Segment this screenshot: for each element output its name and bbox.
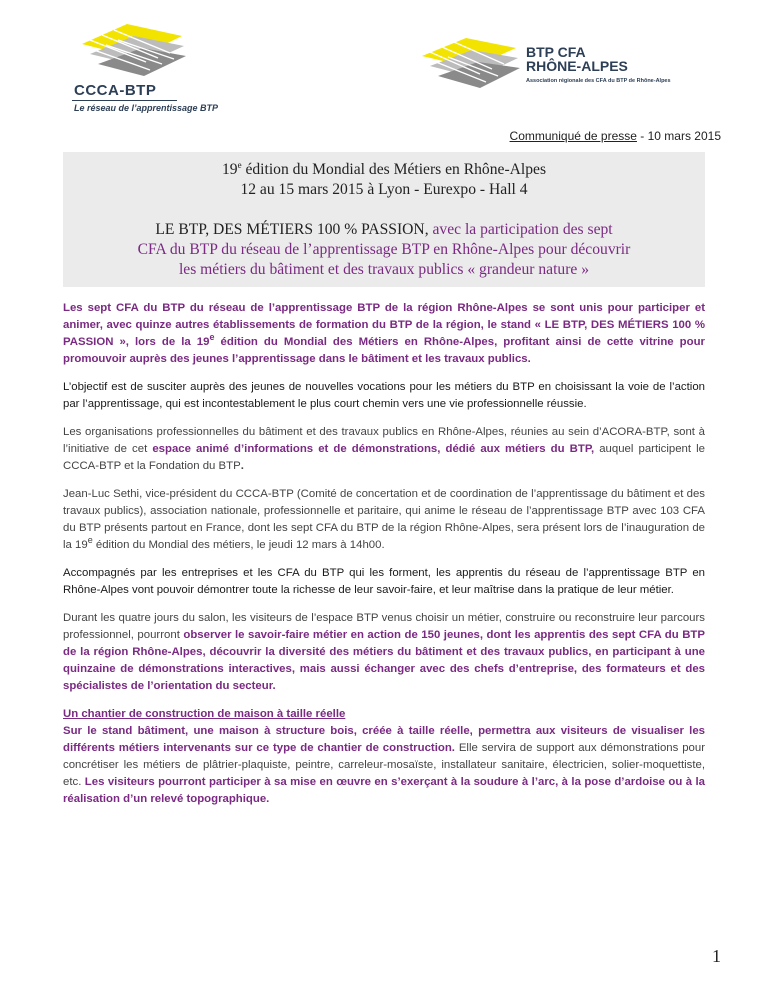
p2-text-a: Les organisations professionnelles du bâtiment et des travaux publics en Rhône-Alpes, réunies au sein d’ACORA-BTP, sont à l’initiative de cet bbox=[63, 426, 705, 455]
p5-text-a: Durant les quatre jours du salon, les visiteurs de l’espace BTP venus choisir un métier, construire ou reconstruire leur parcours professionnel, pourront bbox=[63, 612, 705, 641]
p6-text-a: Sur le stand bâtiment, une maison à structure bois, créée à taille réelle, permettra aux visiteurs de visualiser les différents métiers intervenants sur ce type de chantier de construction. bbox=[63, 725, 705, 754]
press-release-line bbox=[510, 129, 721, 143]
btp-cfa-logo-name: BTP CFA bbox=[526, 44, 586, 60]
banner-edition-sup: e bbox=[237, 159, 242, 170]
paragraph-salon bbox=[63, 610, 705, 695]
press-release-label: Communiqué de presse bbox=[509, 129, 637, 143]
p6-text-c: Les visiteurs pourront participer à sa mise en œuvre en s’exerçant à la soudure à l’arc, à la pose d’ardoise ou à la réalisation d’un relevé topographique. bbox=[63, 776, 705, 805]
banner-edition-text: édition du Mondial des Métiers en Rhône-Alpes bbox=[241, 161, 547, 178]
p5-text-b: observer le savoir-faire métier en action de 150 jeunes, dont les apprentis des sept CFA du BTP de la région Rhône-Alpes, découvrir la diversité des métiers du bâtiment et des travaux publics, en participant à une quinzaine de démonstrations interactives, mais aussi échanger avec des chefs d’entreprise, des formateurs et des spécialistes de l’orientation du secteur. bbox=[63, 629, 705, 692]
section-heading-chantier: Un chantier de construction de maison à taille réelle bbox=[63, 708, 346, 720]
lead-text-a: Les sept CFA du BTP du réseau de l’apprentissage BTP de la région Rhône-Alpes se sont unis pour participer et animer, avec quinze autres établissements de formation du BTP de la région, le stand « LE BTP, DES MÉTIERS 100 % PASSION », lors de la 19 bbox=[63, 302, 705, 348]
btp-cfa-logo-region: RHÔNE-ALPES bbox=[526, 58, 628, 74]
headline-banner bbox=[63, 152, 705, 287]
banner-title-line bbox=[63, 220, 705, 240]
p2-text-c: auquel participent le CCCA-BTP et la Fondation du BTP bbox=[63, 443, 705, 472]
banner-title-dark: LE BTP, DES MÉTIERS 100 % PASSION, bbox=[155, 221, 433, 238]
banner-dates-line: 12 au 15 mars 2015 à Lyon - Eurexpo - Hall 4 bbox=[240, 181, 528, 198]
paragraph-chantier bbox=[63, 723, 705, 808]
article-body bbox=[63, 300, 705, 819]
ccca-logo-divider bbox=[72, 100, 177, 101]
ccca-logo-tagline: Le réseau de l’apprentissage BTP bbox=[74, 103, 219, 113]
p2-text-b: espace animé d’informations et de démonstrations, dédié aux métiers du BTP, bbox=[152, 443, 595, 455]
p3-sup: e bbox=[87, 535, 93, 546]
btp-cfa-logo bbox=[418, 34, 708, 104]
page-number: 1 bbox=[712, 946, 721, 966]
lead-paragraph bbox=[63, 300, 705, 368]
p6-text-b: Elle servira de support aux démonstrations pour concrétiser les métiers de plâtrier-plaquiste, peintre, carreleur-mosaïste, installateur sanitaire, électricien, solier-moquettiste, etc. bbox=[63, 742, 705, 788]
paragraph-vice-president bbox=[63, 486, 705, 554]
paragraph-objective: L’objectif est de susciter auprès des jeunes de nouvelles vocations pour les métiers du BTP en choisissant la voie de l’action par l’apprentissage, qui est incontestablement le plus court chemin vers une vie professionnelle réussie. bbox=[63, 381, 705, 410]
banner-edition-number: 19 bbox=[221, 161, 238, 178]
banner-edition-line bbox=[63, 152, 705, 180]
p3-text-a: Jean-Luc Sethi, vice-président du CCCA-BTP (Comité de concertation et de coordination de l’apprentissage du bâtiment et des travaux publics), association nationale, professionnelle et paritaire, qui anime le réseau de l’apprentissage BTP avec 103 CFA du BTP présents partout en France, dont les sept CFA du BTP de la région Rhône-Alpes, sera présent lors de l’inauguration de la 19 bbox=[63, 488, 705, 551]
lead-text-b: édition du Mondial des Métiers en Rhône-Alpes, profitant ainsi de cette vitrine pour promouvoir auprès des jeunes l’apprentissage dans le bâtiment et les travaux publics. bbox=[63, 336, 705, 365]
ccca-logo-name: CCCA-BTP bbox=[74, 82, 157, 99]
banner-title-line-3: les métiers du bâtiment et des travaux publics « grandeur nature » bbox=[178, 261, 590, 278]
paragraph-apprentices: Accompagnés par les entreprises et les CFA du BTP qui les forment, les apprentis du réseau de l’apprentissage BTP en Rhône-Alpes vont pouvoir démontrer toute la richesse de leur savoir-faire, et leur maîtrise dans la pratique de leur métier. bbox=[63, 567, 705, 596]
ccca-btp-logo bbox=[72, 14, 272, 114]
banner-title-line-2: CFA du BTP du réseau de l’apprentissage BTP en Rhône-Alpes pour découvrir bbox=[137, 241, 631, 258]
p2-text-d: . bbox=[240, 460, 244, 472]
p3-text-b: édition du Mondial des métiers, le jeudi 12 mars à 14h00. bbox=[92, 539, 385, 551]
lead-sup: e bbox=[209, 332, 215, 343]
banner-title-purple: avec la participation des sept bbox=[432, 221, 613, 238]
ccca-logo-graphic bbox=[72, 14, 192, 80]
press-release-date: - 10 mars 2015 bbox=[636, 129, 721, 143]
paragraph-organisations bbox=[63, 424, 705, 475]
btp-cfa-logo-association: Association régionale des CFA du BTP de Rhône-Alpes bbox=[526, 78, 671, 84]
btp-cfa-logo-graphic bbox=[418, 34, 524, 94]
